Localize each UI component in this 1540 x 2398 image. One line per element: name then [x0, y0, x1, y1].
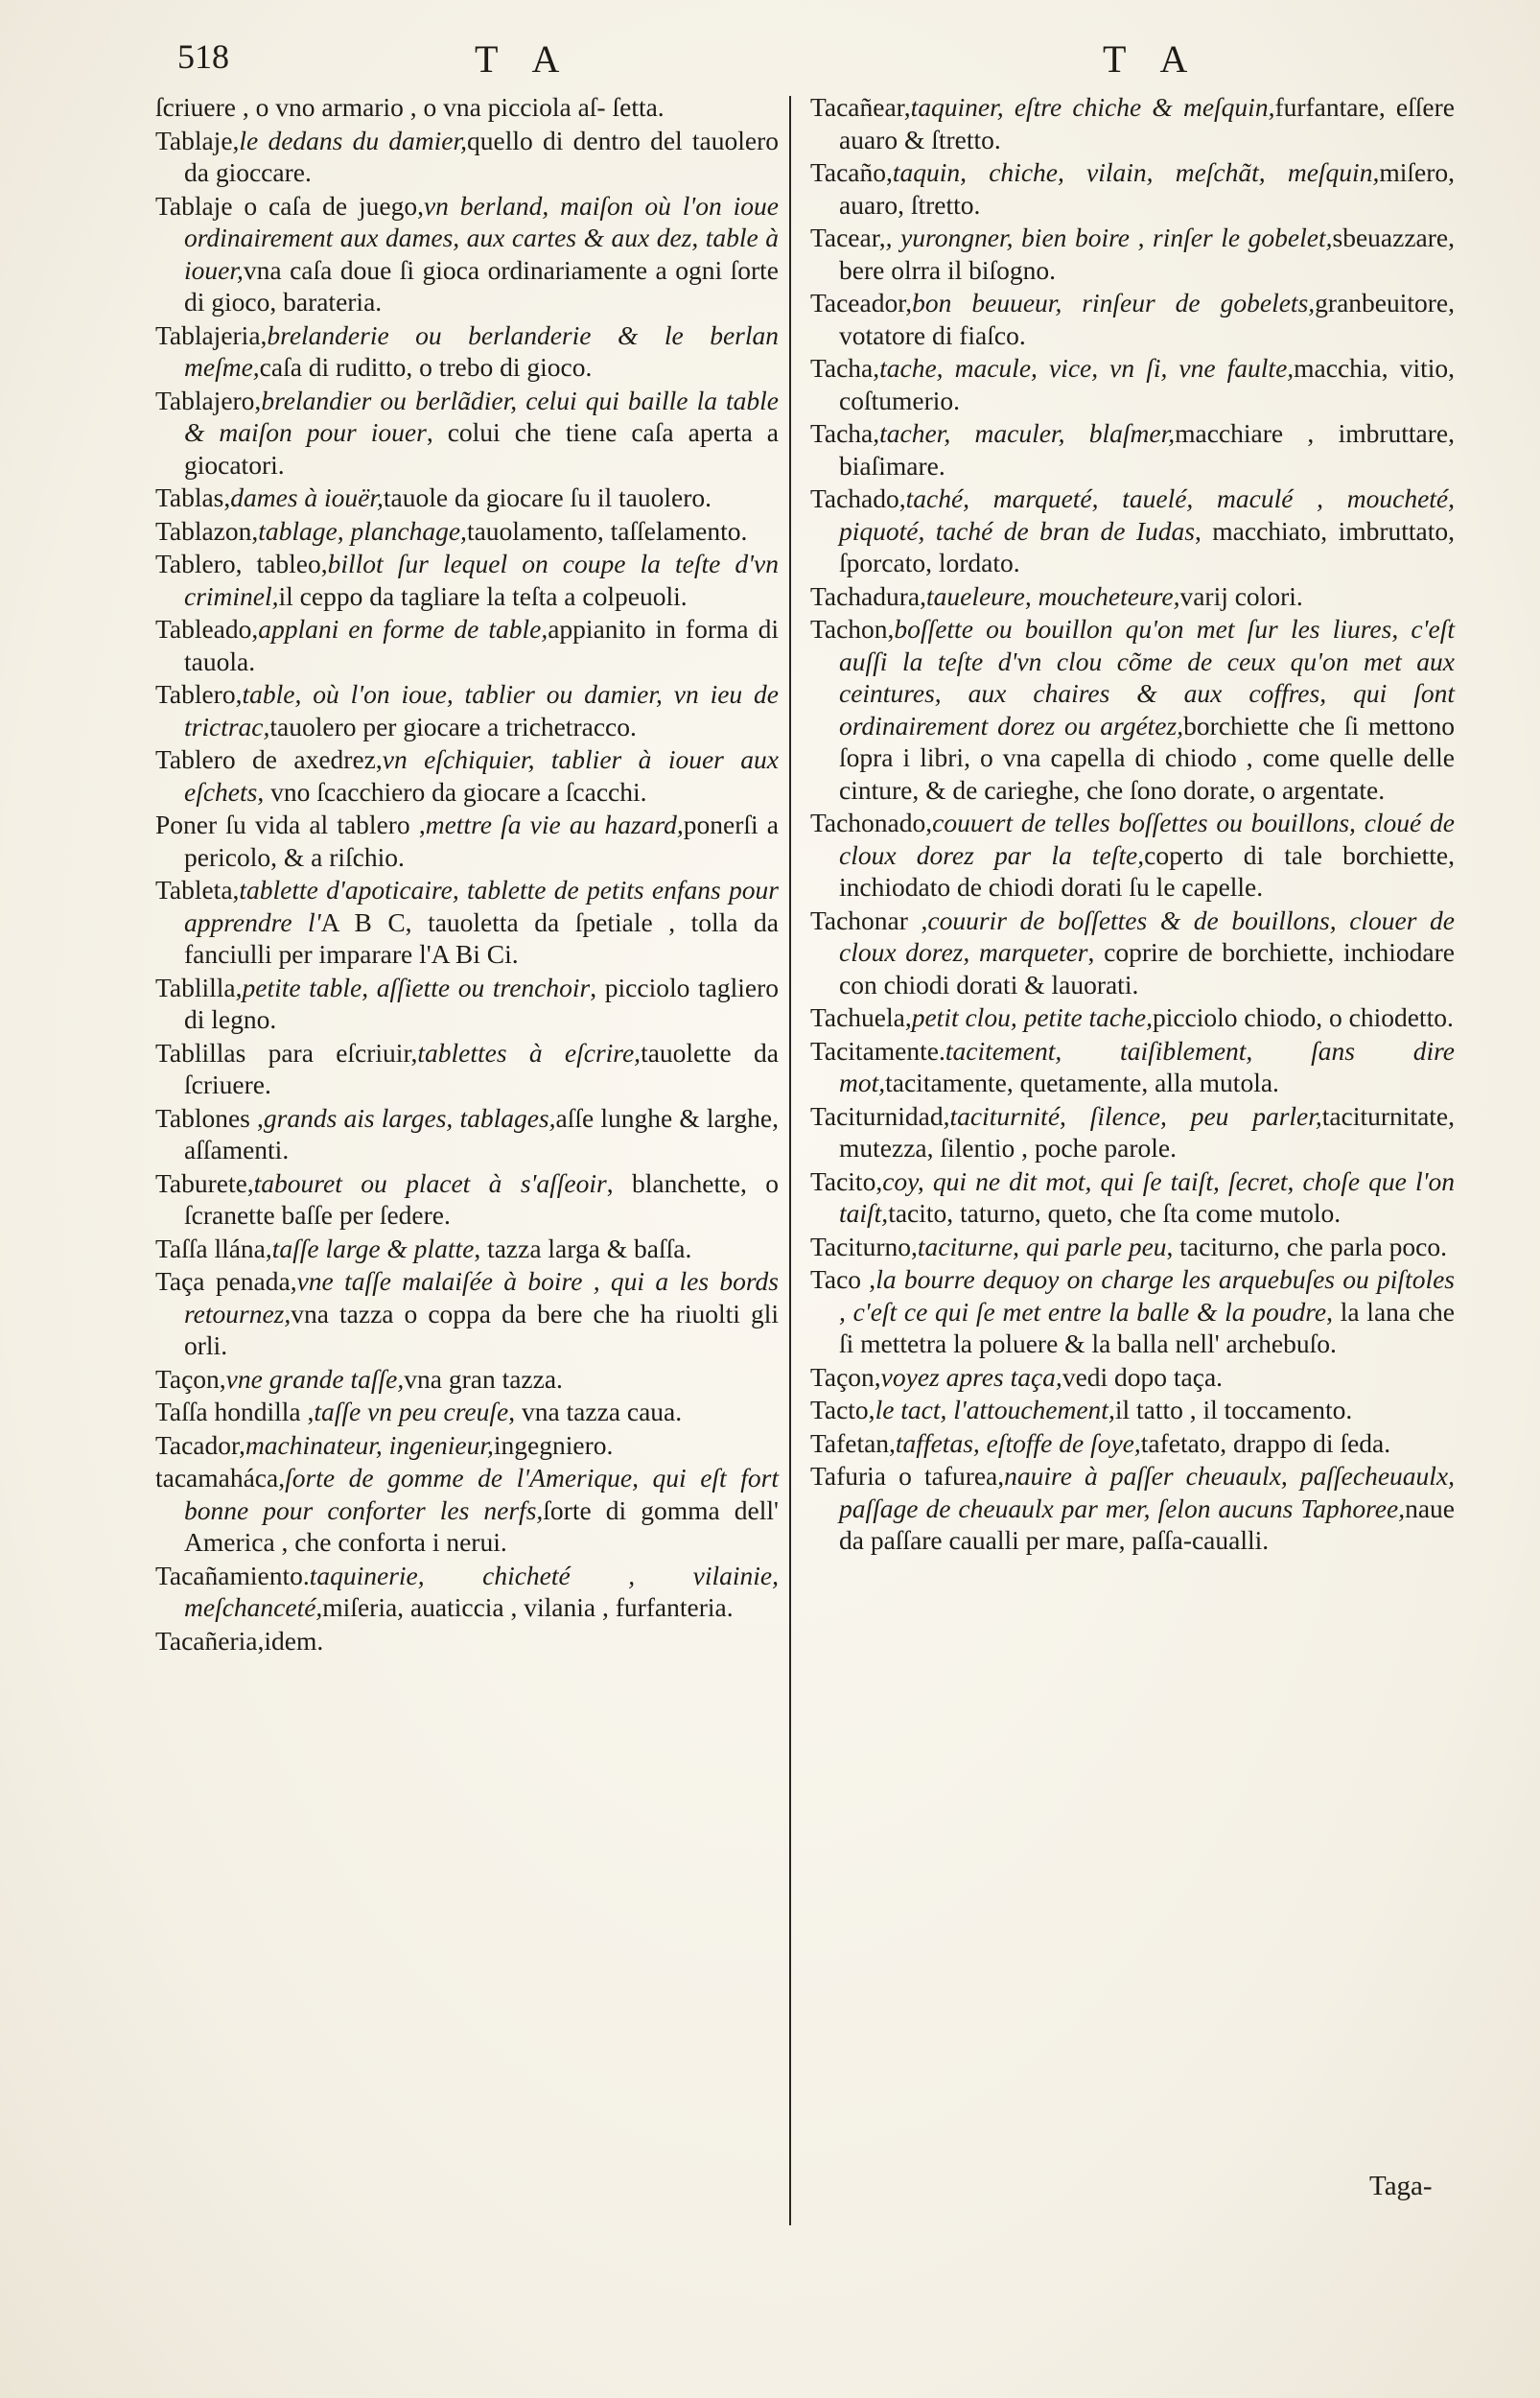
- headword: Tacha,: [810, 353, 880, 383]
- french-gloss: brelanderie ou berlanderie & le berlan meſme,: [184, 319, 779, 382]
- dictionary-entry: [155, 482, 779, 514]
- french-gloss: tacitement, taiſiblement, ſans dire mot,: [839, 1035, 1455, 1097]
- italian-gloss: tauolero per giocare a trichetracco.: [269, 711, 637, 741]
- headword: Tacear,: [810, 223, 886, 252]
- italian-gloss: aſſe lunghe & larghe, aſſamenti.: [184, 1102, 779, 1164]
- headword: Tableado,: [155, 614, 259, 644]
- dictionary-entry: [155, 190, 779, 318]
- italian-gloss: , vno ſcacchiero da giocare a ſcacchi.: [257, 776, 647, 807]
- headword: Tacañear,: [810, 92, 911, 122]
- headword: Tafuria o tafurea,: [810, 1461, 1005, 1491]
- dictionary-entry: [155, 809, 779, 873]
- left-column-head: T A: [475, 37, 573, 81]
- italian-gloss: tauolamento, taſſelamento.: [466, 515, 748, 546]
- french-gloss: voyez apres taça,: [880, 1361, 1062, 1392]
- headword: Taco ,: [810, 1264, 876, 1294]
- italian-gloss: vna caſa doue ſi gioca ordinariamente a ogni ſorte di gioco, barateria.: [184, 254, 779, 317]
- dictionary-entry: [155, 1037, 779, 1101]
- headword: Tablilla,: [155, 972, 243, 1002]
- italian-gloss: ſcriuere , o vno armario , o vna picciola aſ- ſetta.: [155, 92, 665, 122]
- french-gloss: le dedans du damier,: [239, 125, 468, 155]
- catchword: Taga-: [1369, 2171, 1433, 2201]
- dictionary-entry: [810, 1394, 1455, 1426]
- dictionary-entry: [155, 1233, 779, 1265]
- french-gloss: table, où l'on ioue, tablier ou damier, vn ieu de trictrac,: [184, 679, 779, 741]
- dictionary-entry: [810, 1035, 1455, 1099]
- french-gloss: taueleure, moucheteure,: [925, 580, 1180, 611]
- headword: Tachuela,: [810, 1002, 912, 1032]
- dictionary-entry: [810, 613, 1455, 806]
- dictionary-entry: [155, 972, 779, 1036]
- dictionary-entry: [810, 1263, 1455, 1360]
- dictionary-entry: [155, 515, 779, 548]
- headword: Tachonado,: [810, 808, 933, 837]
- french-gloss: couurir de boſſettes & de bouillons, clouer de cloux dorez, marqueter: [839, 905, 1456, 967]
- dictionary-entry: [155, 1363, 779, 1396]
- french-gloss: mettre ſa vie au hazard,: [425, 810, 684, 839]
- dictionary-entry: [810, 1100, 1455, 1164]
- french-gloss: dames à iouër,: [230, 482, 384, 512]
- italian-gloss: sbeuazzare, bere olrra il biſogno.: [839, 223, 1455, 285]
- right-column: [810, 91, 1455, 1558]
- french-gloss: le tact, l'attouchement,: [875, 1395, 1115, 1424]
- headword: Taburete,: [155, 1167, 254, 1198]
- french-gloss: tablette d'apoticaire, tablette de petits enfans pour apprendre l': [184, 875, 779, 937]
- italian-gloss: , coprire de borchiette, inchiodare con chiodi dorati & lauorati.: [839, 937, 1455, 999]
- dictionary-entry: [810, 352, 1455, 416]
- dictionary-entry: [155, 1625, 779, 1657]
- italian-gloss: coperto di tale borchiette, inchiodato de chiodi dorati ſu le capelle.: [839, 839, 1455, 902]
- headword: Tablillas para eſcriuir,: [155, 1037, 418, 1068]
- italian-gloss: quello di dentro del tauolero da gioccare.: [184, 125, 779, 187]
- italian-gloss: varij colori.: [1179, 580, 1303, 611]
- dictionary-entry: [810, 482, 1455, 579]
- french-gloss: grands ais larges, tablages,: [263, 1102, 556, 1133]
- headword: Tablaje,: [155, 125, 240, 155]
- french-gloss: bon beuueur, rinſeur de gobelets,: [912, 288, 1316, 317]
- headword: Tablero, tableo,: [155, 549, 328, 578]
- headword: Taſſa hondilla ,: [155, 1397, 315, 1426]
- headword: Poner ſu vida al tablero ,: [155, 810, 426, 839]
- dictionary-entry: [810, 222, 1455, 286]
- dictionary-entry: [155, 874, 779, 971]
- dictionary-entry: [810, 287, 1455, 351]
- french-gloss: machinateur, ingenieur,: [245, 1429, 494, 1460]
- headword: Taciturno,: [810, 1231, 918, 1261]
- headword: Tacitamente.: [810, 1035, 945, 1066]
- dictionary-entry: [810, 905, 1455, 1001]
- french-gloss: la bourre dequoy on charge les arquebuſes ou piſtoles , c'eſt ce qui ſe met entre la balle & la poudre: [839, 1264, 1455, 1327]
- dictionary-entry: [155, 1429, 779, 1462]
- french-gloss: nauire à paſſer cheuaulx, paſſecheuaulx, paſſage de cheuaulx par mer, ſelon aucuns Taphoree,: [839, 1461, 1455, 1523]
- dictionary-entry: [155, 613, 779, 677]
- french-gloss: vn eſchiquier, tablier à iouer aux eſchets: [184, 744, 780, 807]
- right-column-head: T A: [1103, 37, 1202, 81]
- french-gloss: petite table, aſſiette ou trenchoir: [242, 972, 591, 1002]
- italian-gloss: vna gran tazza.: [404, 1363, 563, 1394]
- dictionary-entry: [155, 125, 779, 189]
- headword: Tachon,: [810, 614, 895, 644]
- french-gloss: taquin, chiche, vilain, meſchãt, meſquin,: [892, 157, 1380, 187]
- dictionary-entry: [155, 1265, 779, 1362]
- headword: Tablazon,: [155, 515, 259, 546]
- headword: Tachado,: [810, 483, 906, 513]
- french-gloss: taquinerie, chicheté , vilainie, meſchanceté,: [184, 1560, 779, 1622]
- page-number: 518: [177, 37, 229, 76]
- italian-gloss: , vna tazza caua.: [508, 1397, 683, 1426]
- headword: Tacaño,: [810, 157, 893, 187]
- headword: Taçon,: [155, 1363, 226, 1394]
- dictionary-entry: [810, 91, 1455, 155]
- headword: Taſſa llána,: [155, 1233, 272, 1263]
- italian-gloss: , macchiato, imbruttato, ſporcato, lordato.: [839, 515, 1456, 577]
- french-gloss: vne grande taſſe,: [225, 1363, 405, 1394]
- headword: tacamaháca,: [155, 1463, 286, 1493]
- headword: Tablones ,: [155, 1102, 264, 1133]
- headword: Tacañamiento.: [155, 1560, 310, 1590]
- french-gloss: ſorte de gomme de l'Amerique, qui eſt fort bonne pour conforter les nerfs,: [184, 1463, 779, 1525]
- headword: Tacador,: [155, 1429, 245, 1460]
- italian-gloss: tauole da giocare ſu il tauolero.: [383, 482, 712, 512]
- headword: Tacito,: [810, 1165, 883, 1196]
- headword: Taciturnidad,: [810, 1100, 950, 1131]
- italian-gloss: naue da paſſare caualli per mare, paſſa-caualli.: [839, 1493, 1455, 1555]
- french-gloss: billot ſur lequel on coupe la teſte d'vn criminel,: [184, 549, 780, 611]
- french-gloss: taquiner, eſtre chiche & meſquin,: [910, 92, 1275, 122]
- french-gloss: taciturne, qui parle peu: [917, 1231, 1167, 1261]
- dictionary-entry: [155, 91, 779, 124]
- italian-gloss: , picciolo tagliero di legno.: [184, 972, 779, 1034]
- italian-gloss: il ceppo da tagliare la teſta a colpeuoli.: [278, 580, 688, 611]
- dictionary-entry: [810, 1361, 1455, 1394]
- headword: Tablajero,: [155, 385, 262, 415]
- french-gloss: taciturnité, ſilence, peu parler,: [949, 1100, 1322, 1131]
- italian-gloss: idem.: [264, 1625, 324, 1656]
- french-gloss: coy, qui ne dit mot, qui ſe taiſt, ſecret, choſe que l'on taiſt,: [839, 1165, 1455, 1228]
- headword: Tacha,: [810, 418, 880, 448]
- dictionary-entry: [155, 743, 779, 808]
- french-gloss: tacher, maculer, blaſmer,: [879, 418, 1176, 448]
- italian-gloss: taciturnitate, mutezza, ſilentio , poche parole.: [839, 1100, 1455, 1163]
- french-gloss: vne taſſe malaiſée à boire , qui a les bords retournez,: [184, 1266, 779, 1328]
- italian-gloss: caſa di ruditto, o trebo di gioco.: [259, 352, 593, 382]
- headword: Tachonar ,: [810, 905, 928, 935]
- column-divider: [789, 96, 791, 2225]
- french-gloss: vn berland, maiſon où l'on ioue ordinairement aux dames, aux cartes & aux dez, table à iouer,: [184, 190, 779, 285]
- french-gloss: applani en forme de table,: [258, 614, 548, 644]
- dictionary-entry: [810, 1165, 1455, 1230]
- italian-gloss: il tatto , il toccamento.: [1114, 1395, 1353, 1424]
- italian-gloss: ſorte di gomma dell' America , che conforta i nerui.: [184, 1494, 779, 1557]
- italian-gloss: appianito in forma di tauola.: [184, 614, 779, 676]
- headword: Taça penada,: [155, 1266, 297, 1296]
- headword: Tablero,: [155, 679, 243, 709]
- french-gloss: tache, macule, vice, vn ſi, vne faulte,: [879, 353, 1295, 383]
- dictionary-entry: [810, 807, 1455, 904]
- dictionary-entry: [155, 319, 779, 384]
- dictionary-entry: [155, 1396, 779, 1428]
- french-gloss: petit clou, petite tache,: [911, 1002, 1153, 1032]
- italian-gloss: , blanchette, o ſcranette baſſe per ſedere.: [184, 1167, 779, 1230]
- french-gloss: taché, marqueté, tauelé, maculé , moucheté, piquoté, taché de bran de Iudas: [839, 483, 1455, 546]
- italian-gloss: ingegniero.: [493, 1429, 614, 1460]
- running-head: [0, 36, 1540, 84]
- italian-gloss: vedi dopo taça.: [1062, 1361, 1224, 1392]
- dictionary-entry: [810, 1427, 1455, 1460]
- italian-gloss: picciolo chiodo, o chiodetto.: [1152, 1002, 1454, 1032]
- italian-gloss: granbeuitore, votatore di fiaſco.: [839, 288, 1455, 350]
- dictionary-entry: [155, 1102, 779, 1166]
- french-gloss: taffetas, eſtoffe de ſoye,: [895, 1427, 1141, 1458]
- french-gloss: tablettes à eſcrire,: [417, 1037, 642, 1068]
- headword: Taçon,: [810, 1361, 881, 1392]
- dictionary-entry: [810, 580, 1455, 613]
- headword: Tablas,: [155, 482, 231, 512]
- italian-gloss: miſeria, auaticcia , vilania , furfanteria.: [322, 1592, 734, 1622]
- dictionary-entry: [155, 1167, 779, 1232]
- headword: Tablajeria,: [155, 319, 268, 350]
- dictionary-entry: [810, 1001, 1455, 1034]
- italian-gloss: tacitamente, quetamente, alla mutola.: [885, 1068, 1279, 1097]
- french-gloss: tablage, planchage,: [258, 515, 467, 546]
- french-gloss: boſſette ou bouillon qu'on met ſur les liures, c'eſt auſſi la teſte d'vn clou cõme de ceux qu'on met aux ceintures, aux chaires & aux coffres, qui ſont ordinairement dorez ou argétez,: [839, 614, 1455, 741]
- italian-gloss: tauolette da ſcriuere.: [184, 1037, 779, 1099]
- dictionary-entry: [810, 1231, 1455, 1263]
- headword: Tableta,: [155, 875, 240, 905]
- french-gloss: brelandier ou berlãdier, celui qui baille la table & maiſon pour iouer: [184, 385, 779, 447]
- dictionary-entry: [810, 417, 1455, 482]
- italian-gloss: macchia, vitio, coſtumerio.: [839, 353, 1455, 415]
- headword: Tafetan,: [810, 1427, 896, 1458]
- italian-gloss: miſero, auaro, ſtretto.: [839, 157, 1455, 220]
- dictionary-entry: [155, 1462, 779, 1559]
- italian-gloss: ponerſi a pericolo, & a riſchio.: [184, 810, 779, 872]
- italian-gloss: A B C, tauoletta da ſpetiale , tolla da fanciulli per imparare l'A Bi Ci.: [184, 906, 779, 969]
- headword: Tablaje o caſa de juego,: [155, 190, 424, 221]
- french-gloss: tabouret ou placet à s'aſſeoir: [253, 1167, 607, 1198]
- italian-gloss: , la lana che ſi mettetra la poluere & la balla nell' archebuſo.: [839, 1296, 1455, 1358]
- headword: Tablero de axedrez,: [155, 744, 383, 774]
- dictionary-entry: [155, 548, 779, 612]
- french-gloss: , yurongner, bien boire , rinſer le gobelet,: [885, 223, 1333, 252]
- italian-gloss: macchiare , imbruttare, biaſimare.: [839, 418, 1455, 481]
- dictionary-entry: [810, 1460, 1455, 1557]
- italian-gloss: borchiette che ſi mettono ſopra i libri, o vna capella di chiodo , come quelle delle cinture, & de carieghe, che ſono dorate, o argentate.: [839, 710, 1455, 805]
- italian-gloss: tafetato, drappo di ſeda.: [1140, 1427, 1391, 1458]
- italian-gloss: , colui che tiene caſa aperta a giocatori.: [184, 417, 779, 480]
- dictionary-entry: [155, 385, 779, 482]
- italian-gloss: tacito, taturno, queto, che ſta come mutolo.: [888, 1198, 1342, 1228]
- italian-gloss: vna tazza o coppa da bere che ha riuolti gli orli.: [184, 1298, 779, 1360]
- italian-gloss: , tazza larga & baſſa.: [474, 1233, 692, 1263]
- french-gloss: couuert de telles boſſettes ou bouillons, cloué de cloux dorez par la teſte,: [839, 808, 1455, 870]
- dictionary-entry: [155, 678, 779, 742]
- italian-gloss: furfantare, eſſere auaro & ſtretto.: [839, 92, 1455, 154]
- italian-gloss: , taciturno, che parla poco.: [1166, 1231, 1447, 1261]
- dictionary-entry: [810, 156, 1455, 221]
- headword: Taceador,: [810, 288, 913, 317]
- french-gloss: taſſe vn peu creuſe: [314, 1397, 509, 1426]
- dictionary-entry: [155, 1560, 779, 1624]
- headword: Tacto,: [810, 1395, 875, 1424]
- french-gloss: taſſe large & platte: [271, 1233, 475, 1263]
- headword: Tachadura,: [810, 580, 926, 611]
- left-column: [155, 91, 779, 1657]
- headword: Tacañeria,: [155, 1625, 265, 1656]
